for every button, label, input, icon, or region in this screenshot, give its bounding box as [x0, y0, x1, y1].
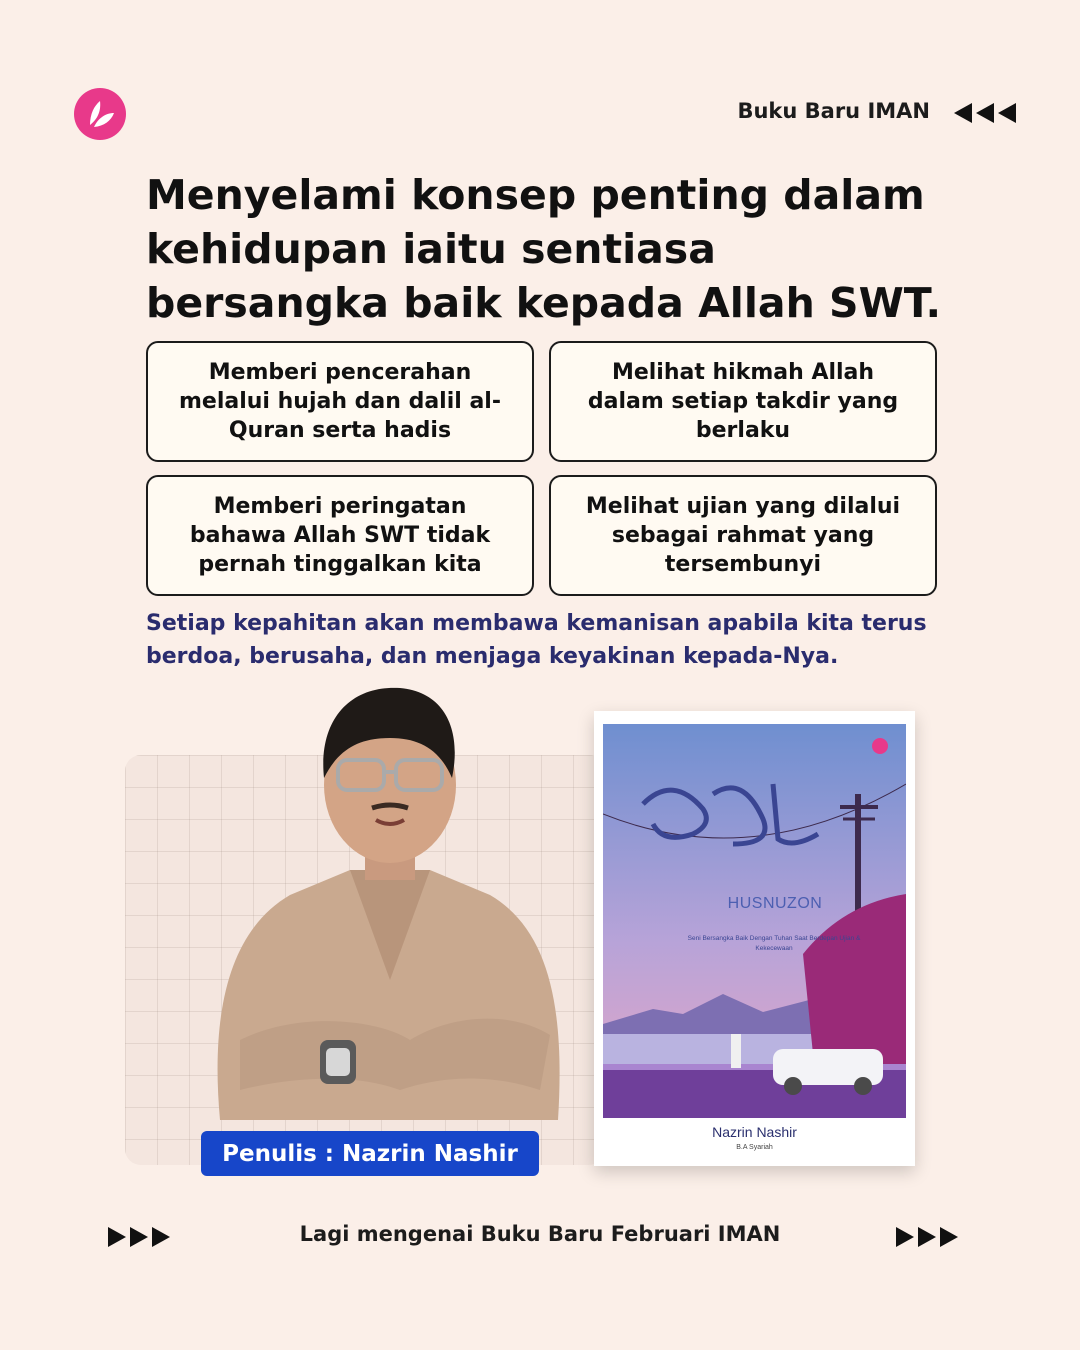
book-author: Nazrin Nashir — [712, 1124, 797, 1140]
feature-card-3: Memberi peringatan bahawa Allah SWT tidak pernah tinggalkan kita — [146, 475, 534, 596]
footer-text[interactable]: Lagi mengenai Buku Baru Februari IMAN — [299, 1222, 781, 1246]
feature-card-2: Melihat hikmah Allah dalam setiap takdir yang berlaku — [549, 341, 937, 462]
book-title: HUSNUZON — [727, 895, 823, 912]
feature-card-1: Memberi pencerahan melalui hujah dan dalil al-Quran serta hadis — [146, 341, 534, 462]
leaf-logo-icon[interactable] — [74, 88, 126, 140]
author-photo — [200, 680, 580, 1130]
headline: Menyelami konsep penting dalam kehidupan iaitu sentiasa bersangka baik kepada Allah SWT. — [146, 171, 942, 327]
book-credential: B.A Syariah — [736, 1144, 773, 1151]
header-label: Buku Baru IMAN — [737, 99, 930, 123]
triple-left-arrow-icon[interactable] — [954, 103, 1016, 123]
triple-right-arrow-icon[interactable] — [896, 1227, 958, 1247]
feature-card-4: Melihat ujian yang dilalui sebagai rahmat yang tersembunyi — [549, 475, 937, 596]
subtext: Setiap kepahitan akan membawa kemanisan apabila kita terus berdoa, berusaha, dan menjaga keyakinan kepada-Nya. — [146, 611, 927, 669]
author-badge: Penulis : Nazrin Nashir — [201, 1131, 539, 1176]
book-cover[interactable] — [594, 711, 915, 1166]
book-tagline: Seni Bersangka Baik Dengan Tuhan Saat Berdepan Ujian & Kekecewaan — [687, 935, 861, 952]
